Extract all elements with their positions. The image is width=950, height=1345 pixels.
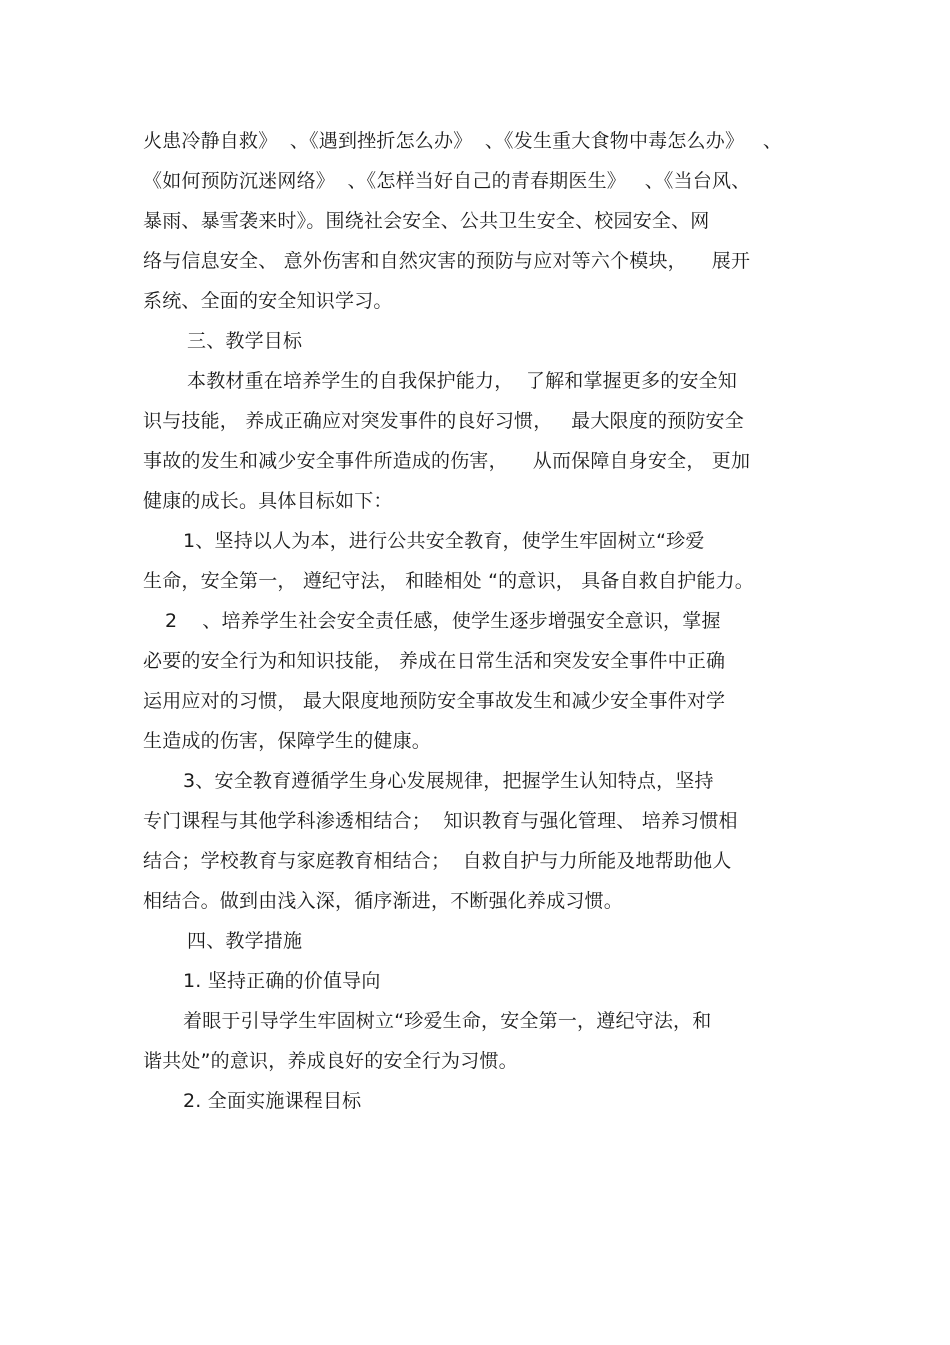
- text-line: 谐共处”的意识，养成良好的安全行为习惯。: [143, 1050, 518, 1072]
- text-line: 事故的发生和减少安全事件所造成的伤害， 从而保障自身安全， 更加: [143, 450, 751, 472]
- text-line: 健康的成长。具体目标如下：: [143, 490, 393, 512]
- text-line: 识与技能， 养成正确应对突发事件的良好习惯， 最大限度的预防安全: [143, 410, 744, 432]
- text-line: 相结合。做到由浅入深，循序渐进，不断强化养成习惯。: [143, 890, 624, 912]
- text-line: 运用应对的习惯， 最大限度地预防安全事故发生和减少安全事件对学: [143, 690, 726, 712]
- text-line: 结合；学校教育与家庭教育相结合； 自救自护与力所能及地帮助他人: [143, 850, 732, 872]
- text-line: 着眼于引导学生牢固树立“珍爱生命，安全第一，遵纪守法，和: [183, 1010, 712, 1032]
- text-line: 络与信息安全、 意外伤害和自然灾害的预防与应对等六个模块， 展开: [143, 250, 751, 272]
- subsection-heading: 2. 全面实施课程目标: [183, 1090, 362, 1112]
- text-line: 《如何预防沉迷网络》 、《怎样当好自己的青春期医生》 、《当台风、: [143, 170, 751, 192]
- text-line: 生命，安全第一， 遵纪守法， 和睦相处 “的意识， 具备自救自护能力。: [143, 570, 755, 592]
- text-line: 1、坚持以人为本，进行公共安全教育，使学生牢固树立“珍爱: [183, 530, 705, 552]
- text-line: 2 、培养学生社会安全责任感，使学生逐步增强安全意识，掌握: [165, 610, 721, 632]
- text-line: 系统、全面的安全知识学习。: [143, 290, 393, 312]
- text-line: 必要的安全行为和知识技能， 养成在日常生活和突发安全事件中正确: [143, 650, 726, 672]
- section-heading: 三、教学目标: [187, 330, 303, 352]
- text-line: 生造成的伤害，保障学生的健康。: [143, 730, 432, 752]
- subsection-heading: 1. 坚持正确的价值导向: [183, 970, 381, 992]
- text-line: 3、安全教育遵循学生身心发展规律，把握学生认知特点，坚持: [183, 770, 714, 792]
- text-line: 专门课程与其他学科渗透相结合； 知识教育与强化管理、 培养习惯相: [143, 810, 738, 832]
- text-line: 本教材重在培养学生的自我保护能力， 了解和掌握更多的安全知: [187, 370, 738, 392]
- section-heading: 四、教学措施: [187, 930, 303, 952]
- text-line: 火患冷静自救》 、《遇到挫折怎么办》 、《发生重大食物中毒怎么办》 、: [143, 130, 783, 152]
- text-line: 暴雨、暴雪袭来时》。围绕社会安全、公共卫生安全、校园安全、网: [143, 210, 710, 232]
